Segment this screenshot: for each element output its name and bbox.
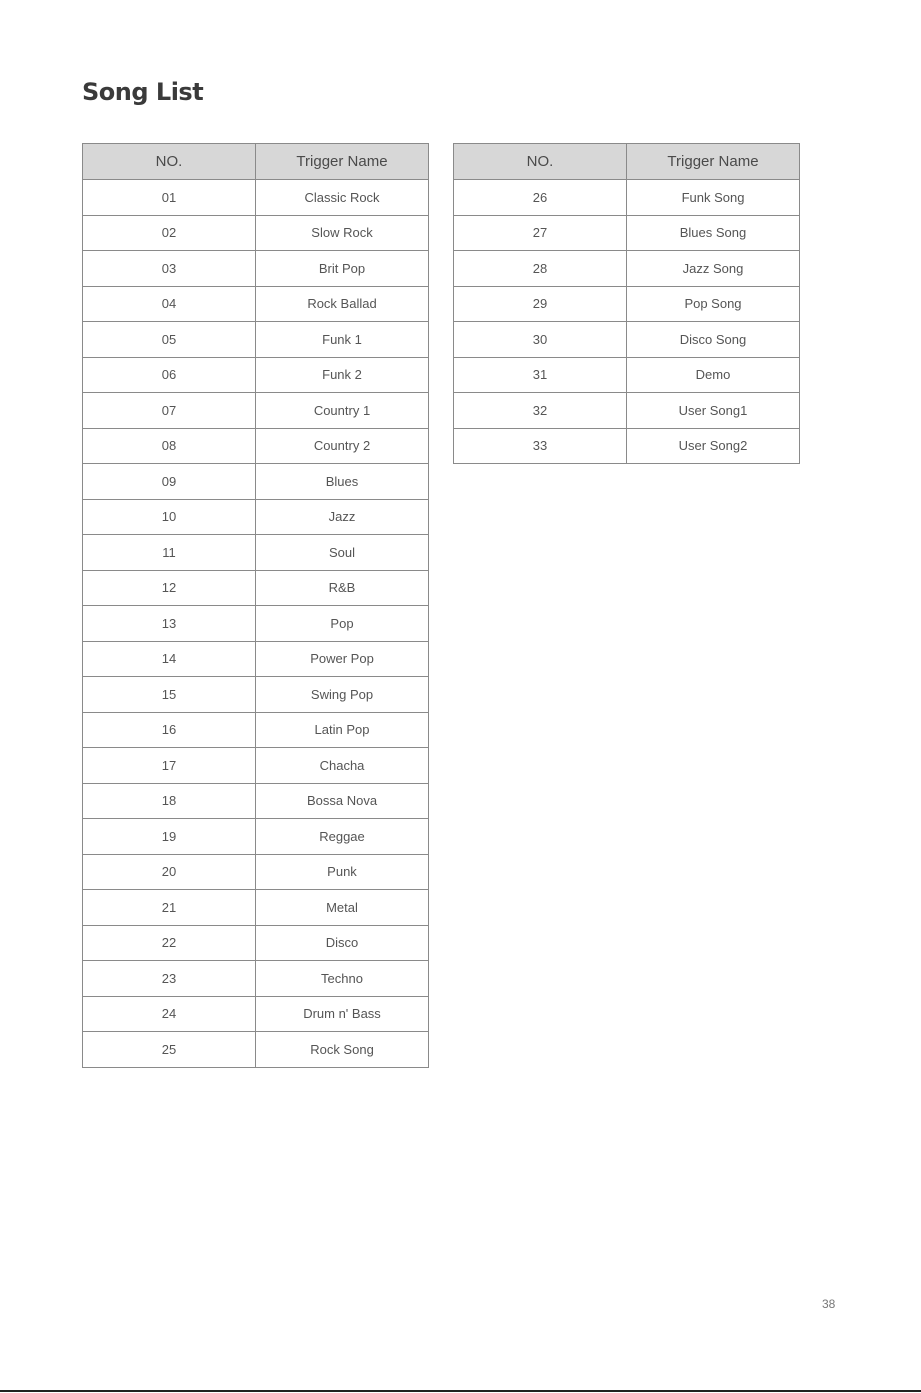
- bottom-rule: [0, 1390, 921, 1392]
- table-row: [83, 890, 429, 926]
- table-row: [83, 996, 429, 1032]
- trigger-name-cell: Disco Song: [627, 322, 800, 358]
- table-row: [83, 925, 429, 961]
- table-row: [83, 428, 429, 464]
- trigger-name-cell: Blues: [256, 464, 429, 500]
- trigger-name-cell: Soul: [256, 535, 429, 571]
- table-row: [83, 251, 429, 287]
- table-row: [454, 393, 800, 429]
- trigger-name-cell: Rock Song: [256, 1032, 429, 1068]
- table-row: [83, 748, 429, 784]
- table-row: [83, 712, 429, 748]
- song-number-cell: 26: [454, 180, 627, 216]
- trigger-name-cell: Jazz: [256, 499, 429, 535]
- trigger-name-cell: Drum n' Bass: [256, 996, 429, 1032]
- table-row: [83, 819, 429, 855]
- table-header-row: [83, 144, 429, 180]
- table-row: [454, 286, 800, 322]
- trigger-name-cell: Brit Pop: [256, 251, 429, 287]
- trigger-name-cell: Techno: [256, 961, 429, 997]
- song-number-cell: 19: [83, 819, 256, 855]
- trigger-name-cell: Blues Song: [627, 215, 800, 251]
- table-row: [83, 854, 429, 890]
- table-row: [454, 428, 800, 464]
- song-number-cell: 09: [83, 464, 256, 500]
- table-header-row: [454, 144, 800, 180]
- song-number-cell: 05: [83, 322, 256, 358]
- table-row: [83, 1032, 429, 1068]
- column-header-no: NO.: [454, 144, 627, 180]
- table-row: [454, 322, 800, 358]
- trigger-name-cell: User Song2: [627, 428, 800, 464]
- song-number-cell: 06: [83, 357, 256, 393]
- song-number-cell: 04: [83, 286, 256, 322]
- table-row: [83, 357, 429, 393]
- table-row: [83, 322, 429, 358]
- table-row: [454, 180, 800, 216]
- table-row: [454, 357, 800, 393]
- song-number-cell: 28: [454, 251, 627, 287]
- song-number-cell: 15: [83, 677, 256, 713]
- song-table-left: [82, 143, 429, 1068]
- trigger-name-cell: Pop: [256, 606, 429, 642]
- table-row: [83, 215, 429, 251]
- trigger-name-cell: Latin Pop: [256, 712, 429, 748]
- trigger-name-cell: Jazz Song: [627, 251, 800, 287]
- table-row: [83, 641, 429, 677]
- song-number-cell: 31: [454, 357, 627, 393]
- song-number-cell: 02: [83, 215, 256, 251]
- table-row: [454, 251, 800, 287]
- trigger-name-cell: Funk 1: [256, 322, 429, 358]
- page-title: Song List: [82, 78, 204, 106]
- song-table-right-body: [454, 180, 800, 464]
- song-number-cell: 30: [454, 322, 627, 358]
- column-header-no: NO.: [83, 144, 256, 180]
- song-table-left-body: [83, 180, 429, 1068]
- song-number-cell: 24: [83, 996, 256, 1032]
- song-number-cell: 07: [83, 393, 256, 429]
- song-number-cell: 22: [83, 925, 256, 961]
- table-row: [83, 464, 429, 500]
- song-number-cell: 20: [83, 854, 256, 890]
- table-row: [83, 180, 429, 216]
- table-row: [83, 286, 429, 322]
- song-number-cell: 32: [454, 393, 627, 429]
- song-number-cell: 29: [454, 286, 627, 322]
- song-number-cell: 16: [83, 712, 256, 748]
- song-number-cell: 25: [83, 1032, 256, 1068]
- trigger-name-cell: Demo: [627, 357, 800, 393]
- trigger-name-cell: Funk 2: [256, 357, 429, 393]
- trigger-name-cell: Slow Rock: [256, 215, 429, 251]
- song-number-cell: 11: [83, 535, 256, 571]
- table-row: [83, 961, 429, 997]
- trigger-name-cell: Disco: [256, 925, 429, 961]
- column-header-trigger-name: Trigger Name: [256, 144, 429, 180]
- trigger-name-cell: Power Pop: [256, 641, 429, 677]
- table-row: [83, 393, 429, 429]
- song-number-cell: 10: [83, 499, 256, 535]
- song-number-cell: 08: [83, 428, 256, 464]
- trigger-name-cell: Classic Rock: [256, 180, 429, 216]
- table-row: [83, 606, 429, 642]
- song-number-cell: 03: [83, 251, 256, 287]
- table-row: [83, 570, 429, 606]
- table-row: [83, 535, 429, 571]
- song-number-cell: 27: [454, 215, 627, 251]
- column-header-trigger-name: Trigger Name: [627, 144, 800, 180]
- song-number-cell: 12: [83, 570, 256, 606]
- table-row: [83, 677, 429, 713]
- trigger-name-cell: Swing Pop: [256, 677, 429, 713]
- trigger-name-cell: User Song1: [627, 393, 800, 429]
- song-number-cell: 33: [454, 428, 627, 464]
- table-row: [83, 499, 429, 535]
- trigger-name-cell: Country 1: [256, 393, 429, 429]
- song-number-cell: 14: [83, 641, 256, 677]
- song-number-cell: 01: [83, 180, 256, 216]
- table-row: [83, 783, 429, 819]
- trigger-name-cell: Bossa Nova: [256, 783, 429, 819]
- trigger-name-cell: Metal: [256, 890, 429, 926]
- trigger-name-cell: Reggae: [256, 819, 429, 855]
- trigger-name-cell: Funk Song: [627, 180, 800, 216]
- table-row: [454, 215, 800, 251]
- song-table-right: [453, 143, 800, 464]
- trigger-name-cell: R&B: [256, 570, 429, 606]
- trigger-name-cell: Punk: [256, 854, 429, 890]
- page-number: 38: [822, 1297, 836, 1311]
- trigger-name-cell: Rock Ballad: [256, 286, 429, 322]
- song-number-cell: 13: [83, 606, 256, 642]
- song-number-cell: 18: [83, 783, 256, 819]
- trigger-name-cell: Country 2: [256, 428, 429, 464]
- song-number-cell: 21: [83, 890, 256, 926]
- song-number-cell: 23: [83, 961, 256, 997]
- song-number-cell: 17: [83, 748, 256, 784]
- trigger-name-cell: Chacha: [256, 748, 429, 784]
- trigger-name-cell: Pop Song: [627, 286, 800, 322]
